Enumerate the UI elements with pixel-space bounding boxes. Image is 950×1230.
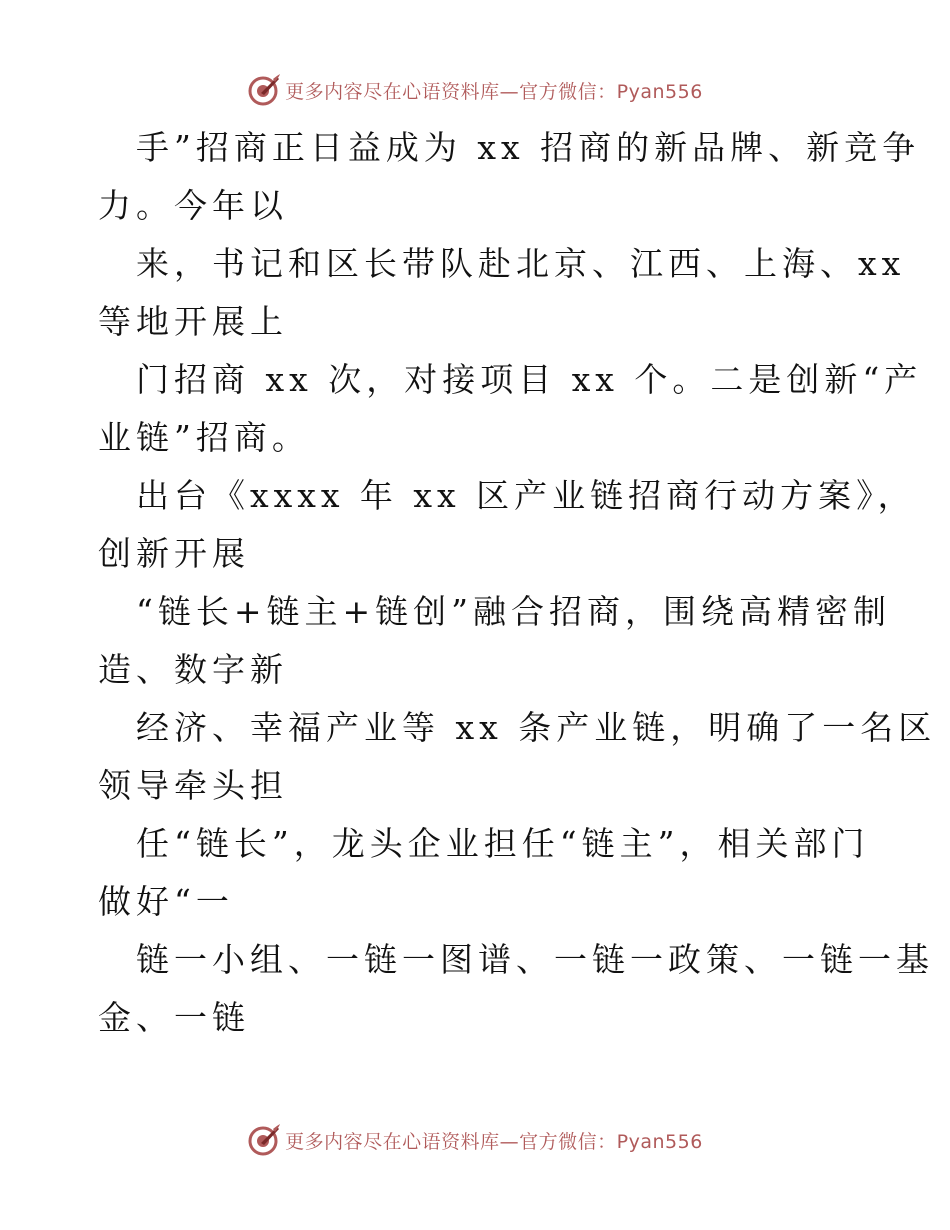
footer-watermark [0,1120,950,1160]
paragraph-line: 等地开展上 [98,302,288,341]
quill-seal-icon [247,1123,281,1157]
paragraph-line: 来，书记和区长带队赴北京、江西、上海、xx [136,244,906,283]
paragraph-line: 做好“一 [98,882,234,921]
paragraph-line: “链长+链主+链创”融合招商，围绕高精密制 [136,592,892,631]
paragraph-line: 门招商 xx 次，对接项目 xx 个。二是创新“产 [136,360,923,399]
paragraph-line: 手”招商正日益成为 xx 招商的新品牌、新竞争 [136,128,921,167]
paragraph-line: 造、数字新 [98,650,288,689]
paragraph-line: 金、一链 [98,998,250,1037]
header-watermark [0,70,950,110]
paragraph-line: 链一小组、一链一图谱、一链一政策、一链一基 [136,940,934,979]
quill-seal-icon [247,73,281,107]
paragraph-line: 创新开展 [98,534,250,573]
paragraph-line: 经济、幸福产业等 xx 条产业链，明确了一名区 [136,708,937,747]
paragraph-line: 领导牵头担 [98,766,288,805]
paragraph-line: 力。今年以 [98,186,288,225]
paragraph-line: 业链”招商。 [98,418,310,457]
paragraph-line: 任“链长”，龙头企业担任“链主”，相关部门 [136,824,870,863]
footer-watermark-text: 更多内容尽在心语资料库—官方微信：Pyan556 [285,1130,703,1153]
header-watermark-text: 更多内容尽在心语资料库—官方微信：Pyan556 [285,80,703,103]
paragraph-line: 出台《xxxx 年 xx 区产业链招商行动方案》， [136,476,916,515]
